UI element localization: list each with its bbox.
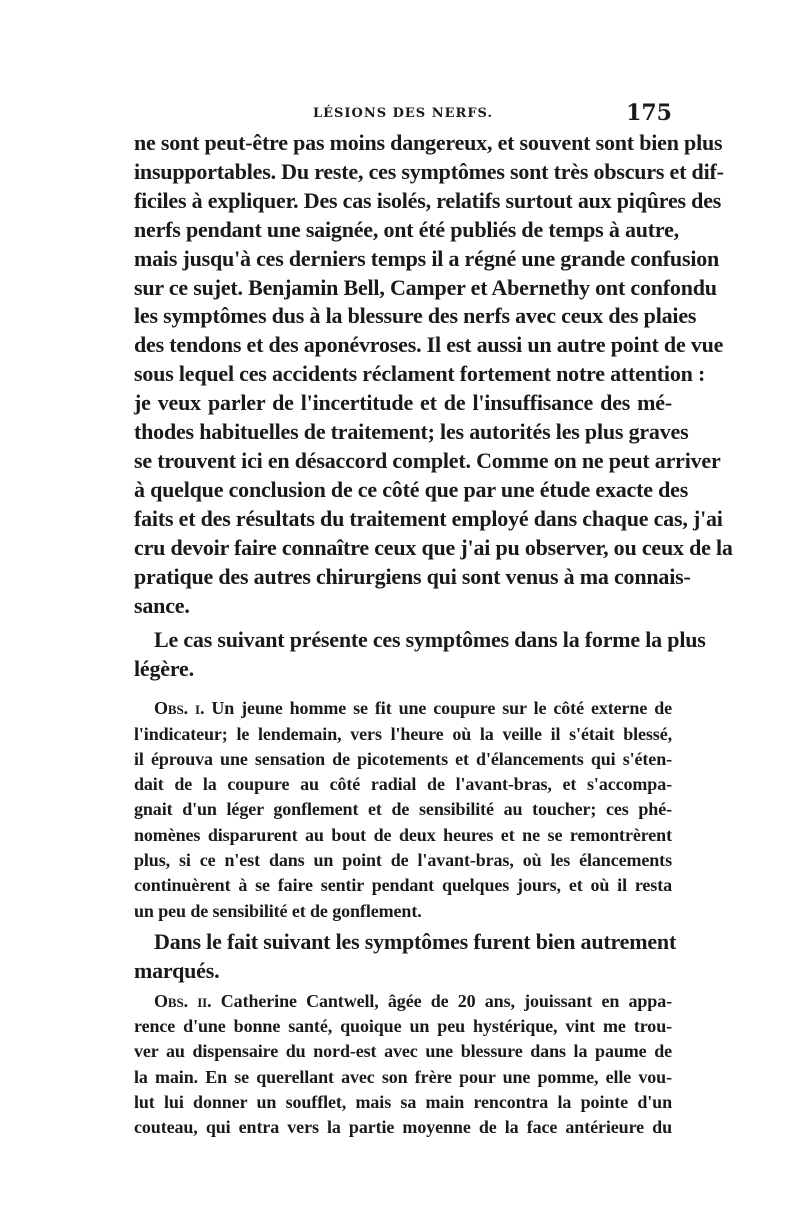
text-line: sance.	[134, 592, 190, 618]
text-line: je veux parler de l'incertitude et de l'insuffisance des mé-	[134, 390, 672, 416]
text-line: les symptômes dus à la blessure des nerfs avec ceux des plaies	[134, 303, 697, 329]
text-line: il éprouva une sensation de picotements et d'élancements qui s'éten-	[134, 748, 672, 769]
page-number: 175	[626, 100, 672, 126]
obs-label: Obs. i.	[154, 698, 205, 719]
obs-first-line	[134, 989, 672, 1014]
text-line: l'indicateur; le lendemain, vers l'heure où la veille il s'était blessé,	[134, 723, 672, 744]
running-title: LÉSIONS DES NERFS.	[312, 106, 493, 121]
text-line: nerfs pendant une saignée, ont été publiés de temps à autre,	[134, 216, 679, 242]
text-line: ne sont peut-être pas moins dangereux, et souvent sont bien plus	[134, 130, 723, 155]
text-line: dait de la coupure au côté radial de l'avant-bras, et s'accompa-	[134, 774, 672, 795]
text-line: continuèrent à se faire sentir pendant quelques jours, et où il resta	[134, 875, 672, 896]
text-line: ver au dispensaire du nord-est avec une blessure dans la paume de	[134, 1041, 672, 1062]
text-line: mais jusqu'à ces derniers temps il a régné une grande confusion	[134, 245, 720, 271]
obs-first-line	[134, 696, 672, 721]
running-head	[134, 100, 672, 130]
text-line: Le cas suivant présente ces symptômes dans la forme la plus	[154, 627, 706, 653]
observation-2	[134, 989, 672, 1141]
text-line: des tendons et des aponévroses. Il est aussi un autre point de vue	[134, 332, 724, 358]
text-line: sous lequel ces accidents réclament fortement notre attention :	[134, 361, 706, 387]
text-line: faits et des résultats du traitement employé dans chaque cas, j'ai	[134, 505, 723, 531]
text-line: rence d'une bonne santé, quoique un peu hystérique, vint me trou-	[134, 1016, 672, 1036]
text-line: nomènes disparurent au bout de deux heures et ne se remontrèrent	[134, 824, 672, 845]
text-line: gnait d'un léger gonflement et de sensibilité au toucher; ces phé-	[134, 799, 672, 820]
page-body	[134, 129, 733, 1140]
obs-text: Un jeune homme se fit une coupure sur le côté externe de	[211, 698, 673, 719]
text-line: marqués.	[134, 957, 220, 983]
text-line: lut lui donner un soufflet, mais sa main rencontra la pointe d'un	[134, 1091, 672, 1112]
paragraph-transition	[134, 928, 677, 986]
paragraph-intro-case	[134, 626, 706, 684]
text-line: se trouvent ici en désaccord complet. Comme on ne peut arriver	[134, 447, 721, 473]
text-line: Dans le fait suivant les symptômes furent bien autrement	[154, 928, 677, 954]
paragraph-continued	[134, 129, 733, 620]
text-line: à quelque conclusion de ce côté que par une étude exacte des	[134, 476, 689, 502]
text-line: légère.	[134, 656, 194, 682]
text-line: cru devoir faire connaître ceux que j'ai pu observer, ou ceux de la	[134, 534, 733, 560]
text-line: un peu de sensibilité et de gonflement.	[134, 900, 422, 921]
text-line: plus, si ce n'est dans un point de l'avant-bras, où les élancements	[134, 850, 672, 870]
text-line: la main. En se querellant avec son frère pour une pomme, elle vou-	[134, 1066, 672, 1087]
text-line: thodes habituelles de traitement; les autorités les plus graves	[134, 419, 689, 445]
obs-label: Obs. ii.	[154, 990, 212, 1011]
obs-text: Catherine Cantwell, âgée de 20 ans, jouissant en appa-	[220, 990, 672, 1011]
text-line: sur ce sujet. Benjamin Bell, Camper et Abernethy ont confondu	[134, 274, 717, 300]
text-line: ficiles à expliquer. Des cas isolés, relatifs surtout aux piqûres des	[134, 187, 722, 213]
text-line: pratique des autres chirurgiens qui sont venus à ma connais-	[134, 563, 691, 589]
text-line: insupportables. Du reste, ces symptômes sont très obscurs et dif-	[134, 158, 724, 184]
observation-1	[134, 696, 672, 924]
text-line: couteau, qui entra vers la partie moyenne de la face antérieure du	[134, 1117, 672, 1138]
